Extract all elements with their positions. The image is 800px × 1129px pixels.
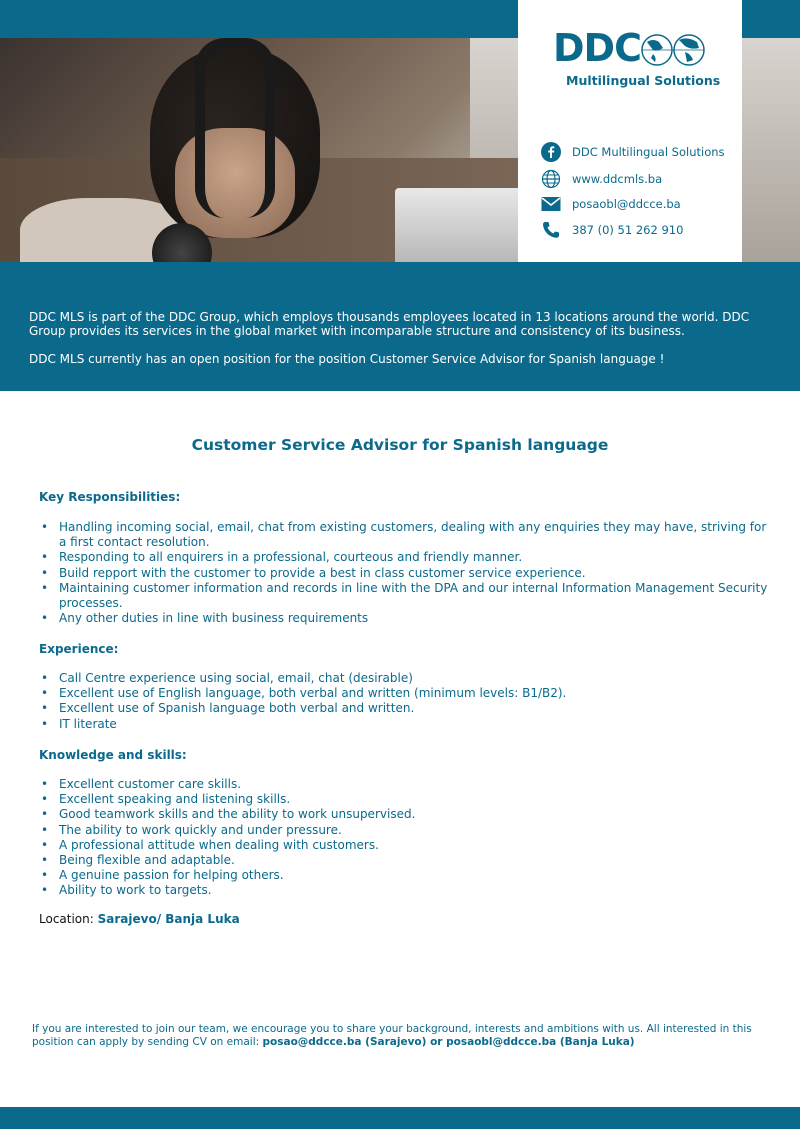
list-item: • Excellent use of Spanish language both verbal and written. <box>39 701 769 716</box>
contact-website-text: www.ddcmls.ba <box>572 172 663 186</box>
list-item: • A professional attitude when dealing with customers. <box>39 838 769 853</box>
skills-heading: Knowledge and skills: <box>39 748 187 762</box>
list-item: • Maintaining customer information and records in line with the DPA and our internal Information Management Security processes. <box>39 581 769 611</box>
headphones-icon <box>195 38 275 218</box>
footer-emails[interactable]: posao@ddcce.ba (Sarajevo) or posaobl@ddcce.ba (Banja Luka) <box>262 1036 635 1048</box>
list-item: • The ability to work quickly and under pressure. <box>39 823 769 838</box>
contact-phone-text: 387 (0) 51 262 910 <box>572 223 684 237</box>
logo-text: DDC <box>553 26 641 70</box>
bottom-bar <box>0 1107 800 1129</box>
intro-band <box>0 262 800 391</box>
contact-phone[interactable] <box>540 220 740 240</box>
location-label: Location: <box>39 912 98 926</box>
contact-email-text: posaobl@ddcce.ba <box>572 197 681 211</box>
experience-list <box>39 671 769 732</box>
list-item: • Any other duties in line with business requirements <box>39 611 769 626</box>
list-item: • Excellent customer care skills. <box>39 777 769 792</box>
phone-icon <box>540 220 562 240</box>
responsibilities-heading: Key Responsibilities: <box>39 490 181 504</box>
skills-list <box>39 777 769 899</box>
footer-paragraph: If you are interested to join our team, we encourage you to share your background, interests and ambitions with us. All interested in this position can apply by sending CV on email: <box>32 1023 752 1048</box>
list-item: • Build repport with the customer to provide a best in class customer service experience. <box>39 566 769 581</box>
list-item: • Being flexible and adaptable. <box>39 853 769 868</box>
list-item: • Responding to all enquirers in a professional, courteous and friendly manner. <box>39 550 769 565</box>
list-item: • Good teamwork skills and the ability to work unsupervised. <box>39 807 769 822</box>
list-item: • Handling incoming social, email, chat from existing customers, dealing with any enquiries they may have, striving for a first contact resolution. <box>39 520 769 550</box>
intro-paragraph-1: DDC MLS is part of the DDC Group, which employs thousands employees located in 13 locations around the world. DDC Group provides its services in the global market with incomparable structure and consistency of its business. <box>29 310 750 338</box>
facebook-icon <box>540 142 562 162</box>
location <box>39 912 240 926</box>
location-value: Sarajevo/ Banja Luka <box>97 912 240 926</box>
list-item: • Ability to work to targets. <box>39 883 769 898</box>
logo-subtitle: Multilingual Solutions <box>566 73 721 88</box>
contact-facebook-text: DDC Multilingual Solutions <box>572 145 725 159</box>
contact-facebook[interactable] <box>540 142 740 162</box>
list-item: • Excellent use of English language, both verbal and written (minimum levels: B1/B2). <box>39 686 769 701</box>
experience-heading: Experience: <box>39 642 119 656</box>
list-item: • IT literate <box>39 717 769 732</box>
intro-paragraph-2: DDC MLS currently has an open position for the position Customer Service Advisor for Spanish language ! <box>29 352 665 366</box>
job-title: Customer Service Advisor for Spanish language <box>191 436 609 454</box>
list-item: • Call Centre experience using social, email, chat (desirable) <box>39 671 769 686</box>
list-item: • Excellent speaking and listening skills. <box>39 792 769 807</box>
globe-logo-icon <box>641 32 705 68</box>
list-item: • A genuine passion for helping others. <box>39 868 769 883</box>
footer-text <box>32 1023 792 1049</box>
photo-laptop <box>395 188 535 262</box>
envelope-icon <box>540 194 562 214</box>
responsibilities-list <box>39 520 769 626</box>
ddc-logo <box>553 26 721 90</box>
globe-icon <box>540 169 562 189</box>
contact-email[interactable] <box>540 194 740 214</box>
contact-website[interactable] <box>540 169 740 189</box>
contact-card <box>518 0 742 275</box>
